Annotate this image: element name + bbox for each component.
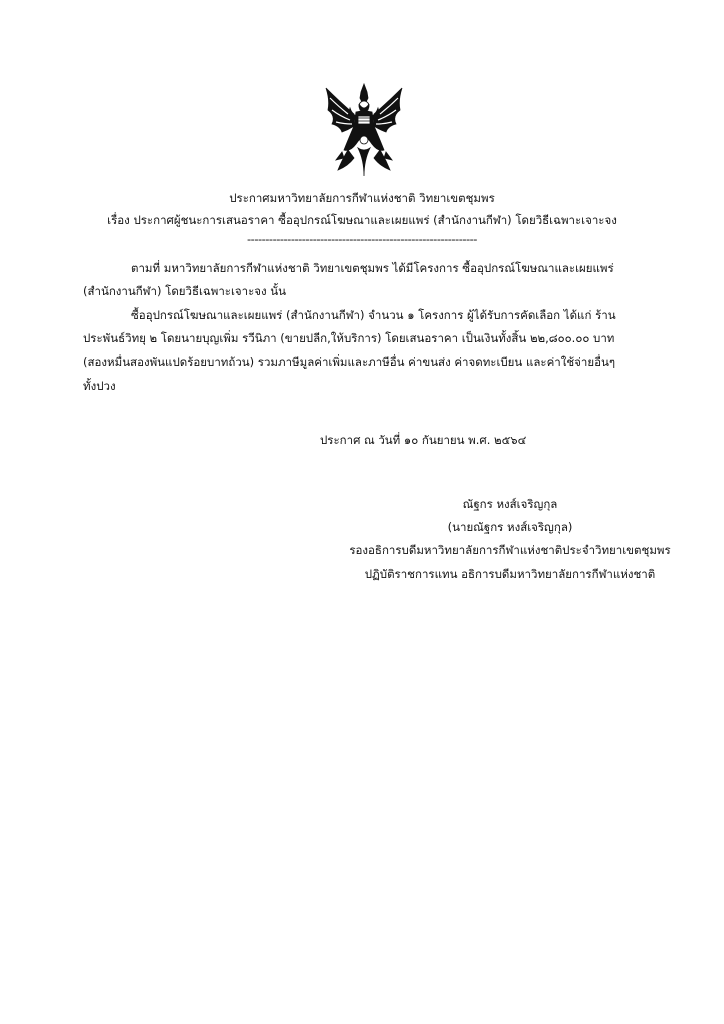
printed-name: (นายณัฐกร หงส์เจริญกุล)	[447, 520, 573, 534]
signed-name: ณัฐกร หงส์เจริญกุล	[462, 497, 558, 511]
paragraph1-line2: (สำนักงานกีฬา) โดยวิธีเฉพาะเจาะจง นั้น	[83, 284, 287, 298]
announcement-date: ประกาศ ณ วันที่ ๑๐ กันยายน พ.ศ. ๒๕๖๔	[320, 433, 527, 447]
document-subject: เรื่อง ประกาศผู้ชนะการเสนอราคา ซื้ออุปกรณ์โฆษณาและเผยแพร่ (สำนักงานกีฬา) โดยวิธีเฉพาะเจาะจง	[107, 213, 617, 227]
document-heading: ประกาศมหาวิทยาลัยการกีฬาแห่งชาติ วิทยาเขตชุมพร	[229, 191, 495, 205]
paragraph2-line4: ทั้งปวง	[83, 379, 116, 393]
paragraph2-line1: ซื้ออุปกรณ์โฆษณาและเผยแพร่ (สำนักงานกีฬา) จำนวน ๑ โครงการ ผู้ได้รับการคัดเลือก ได้แก่ ร้าน	[131, 308, 616, 322]
signer-position: รองอธิการบดีมหาวิทยาลัยการกีฬาแห่งชาติประจำวิทยาเขตชุมพร	[349, 543, 671, 557]
garuda-emblem-icon	[318, 80, 410, 180]
paragraph1-line1: ตามที่ มหาวิทยาลัยการกีฬาแห่งชาติ วิทยาเขตชุมพร ได้มีโครงการ ซื้ออุปกรณ์โฆษณาและเผยแพร่	[131, 261, 614, 275]
signer-acting-position: ปฏิบัติราชการแทน อธิการบดีมหาวิทยาลัยการกีฬาแห่งชาติ	[364, 567, 656, 581]
paragraph2-line2: ประพันธ์วิทยุ ๒ โดยนายบุญเพิ่ม รวีนิภา (ขายปลีก,ให้บริการ) โดยเสนอราคา เป็นเงินทั้งสิ้น ๒๒,๘๐๐.๐๐ บาท	[83, 331, 615, 345]
paragraph2-line3: (สองหมื่นสองพันแปดร้อยบาทถ้วน) รวมภาษีมูลค่าเพิ่มและภาษีอื่น ค่าขนส่ง ค่าจดทะเบียน และค่าใช้จ่ายอื่นๆ	[83, 355, 616, 369]
subject-divider: ---------------------------------------------------------------	[247, 232, 477, 246]
